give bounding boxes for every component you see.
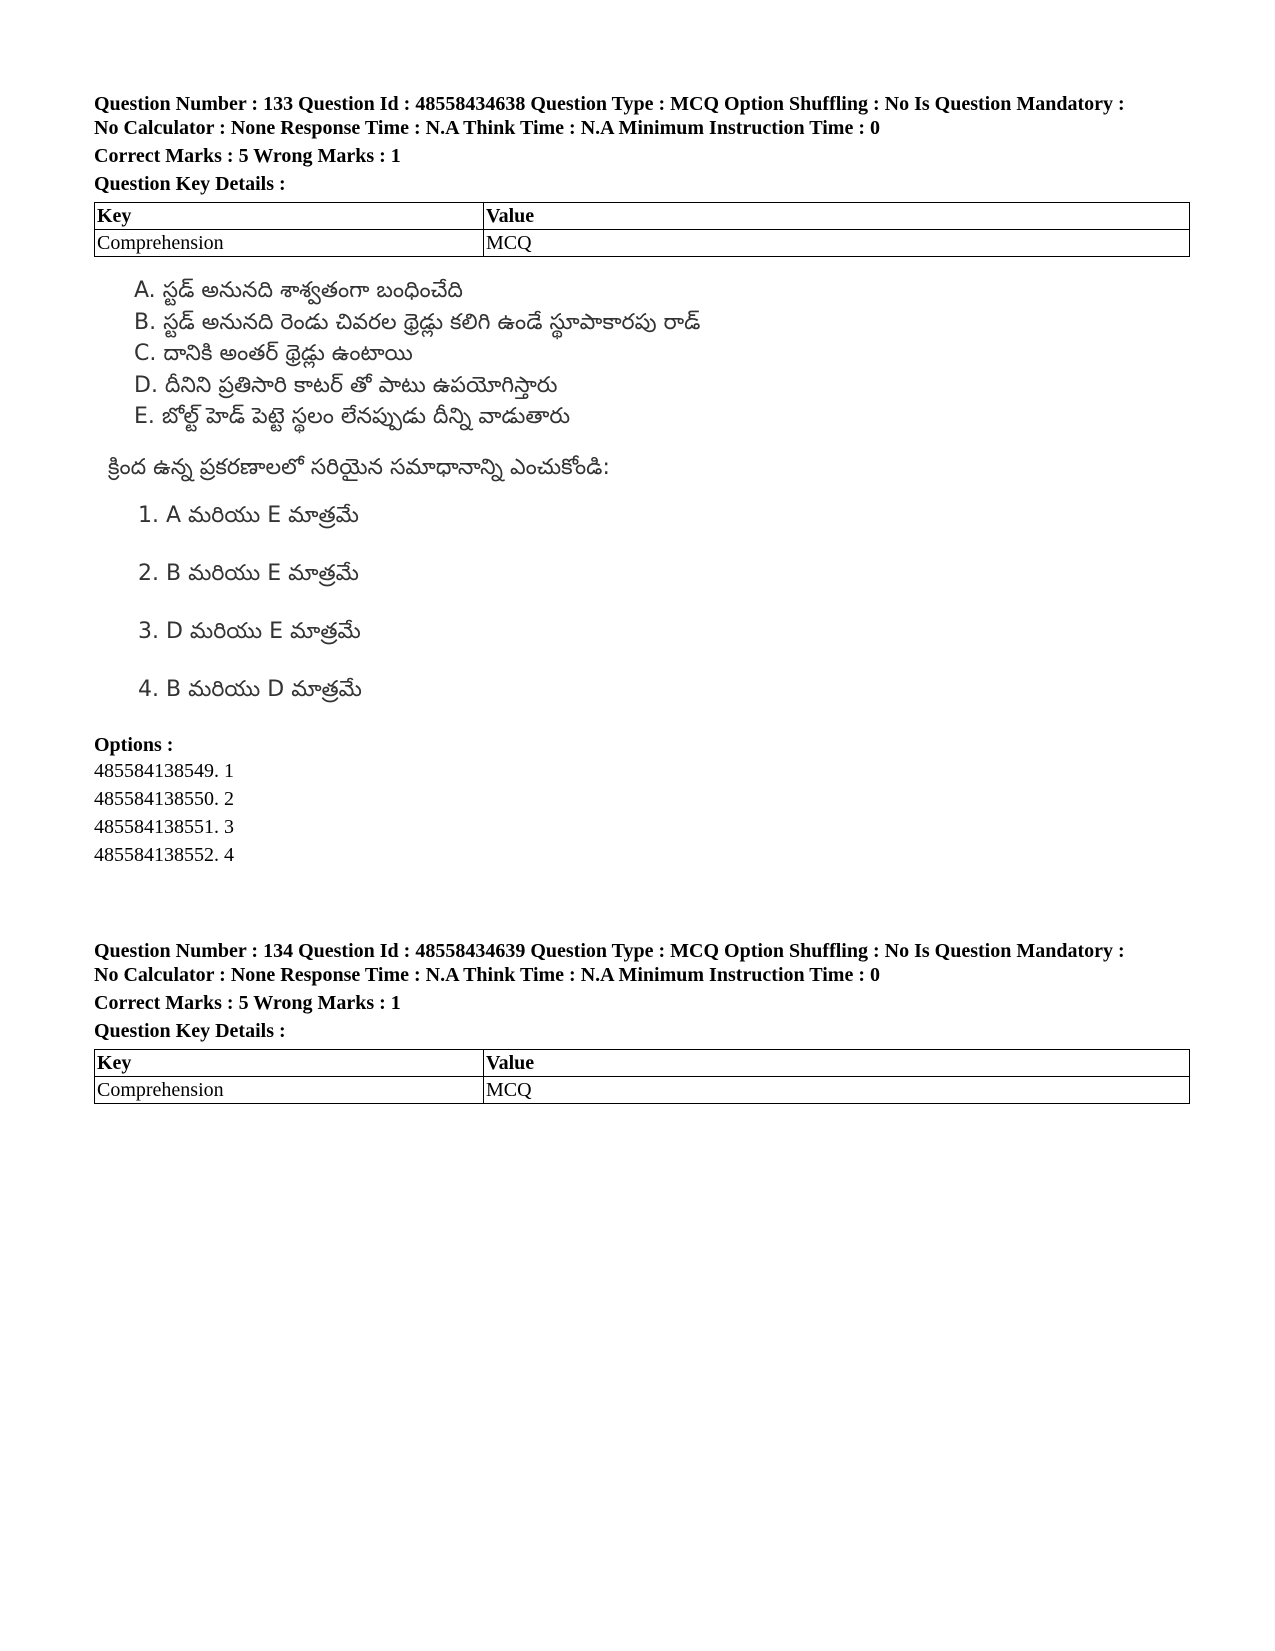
key-table-header-value: Value <box>484 203 1190 230</box>
option-2: 485584138550. 2 <box>94 787 234 810</box>
option-3: 485584138551. 3 <box>94 815 234 838</box>
question-meta-line2: No Calculator : None Response Time : N.A Think Time : N.A Minimum Instruction Time : 0 <box>94 117 880 139</box>
choice-4: 4. B మరియు D మాత్రమే <box>138 676 362 702</box>
key-table-header-key: Key <box>95 1050 484 1077</box>
key-table-cell-key: Comprehension <box>95 1077 484 1104</box>
choice-3: 3. D మరియు E మాత్రమే <box>138 618 361 644</box>
choice-2: 2. B మరియు E మాత్రమే <box>138 560 359 586</box>
choice-list <box>138 501 1194 733</box>
statement-list <box>134 275 1194 433</box>
statement-e: E. బోల్ట్ హెడ్ పెట్టె స్థలం లేనప్పుడు దీన్ని వాడుతారు <box>134 404 571 429</box>
options-label: Options : <box>94 733 174 756</box>
option-4: 485584138552. 4 <box>94 843 234 866</box>
question-meta-line1: Question Number : 133 Question Id : 48558434638 Question Type : MCQ Option Shuffling : No Is Question Mandatory : <box>94 93 1125 115</box>
key-table-cell-value: MCQ <box>484 230 1190 257</box>
option-1: 485584138549. 1 <box>94 759 234 782</box>
key-table-cell-key: Comprehension <box>95 230 484 257</box>
key-table-cell-value: MCQ <box>484 1077 1190 1104</box>
question-meta-line1: Question Number : 134 Question Id : 48558434639 Question Type : MCQ Option Shuffling : No Is Question Mandatory : <box>94 940 1125 962</box>
key-table-row <box>95 230 1190 257</box>
question-key-details-label: Question Key Details : <box>94 1020 286 1042</box>
question-prompt: క్రింద ఉన్న ప్రకరణాలలో సరియైన సమాధానాన్ని ఎంచుకోండి: <box>108 454 610 480</box>
key-table-header-key: Key <box>95 203 484 230</box>
statement-c: C. దానికి అంతర్ థ్రెడ్లు ఉంటాయి <box>134 341 413 366</box>
question-key-table <box>94 1049 1190 1104</box>
question-key-details-label: Question Key Details : <box>94 173 286 195</box>
key-table-header-value: Value <box>484 1050 1190 1077</box>
question-meta-line2: No Calculator : None Response Time : N.A Think Time : N.A Minimum Instruction Time : 0 <box>94 964 880 986</box>
question-key-table <box>94 202 1190 257</box>
question-marks: Correct Marks : 5 Wrong Marks : 1 <box>94 992 401 1014</box>
choice-1: 1. A మరియు E మాత్రమే <box>138 502 359 528</box>
key-table-row <box>95 1077 1190 1104</box>
question-passage <box>94 275 1194 733</box>
statement-d: D. దీనిని ప్రతిసారి కాటర్ తో పాటు ఉపయోగిస్తారు <box>134 372 558 398</box>
question-marks: Correct Marks : 5 Wrong Marks : 1 <box>94 145 401 167</box>
statement-a: A. స్టడ్ అనునది శాశ్వతంగా బంధించేది <box>134 278 463 303</box>
key-table-header-row <box>95 1050 1190 1077</box>
question-block-133 <box>94 92 1194 869</box>
key-table-header-row <box>95 203 1190 230</box>
question-block-134 <box>94 939 1194 1104</box>
statement-b: B. స్టడ్ అనునది రెండు చివరల థ్రెడ్లు కలిగి ఉండే స్థూపాకారపు రాడ్ <box>134 309 701 335</box>
